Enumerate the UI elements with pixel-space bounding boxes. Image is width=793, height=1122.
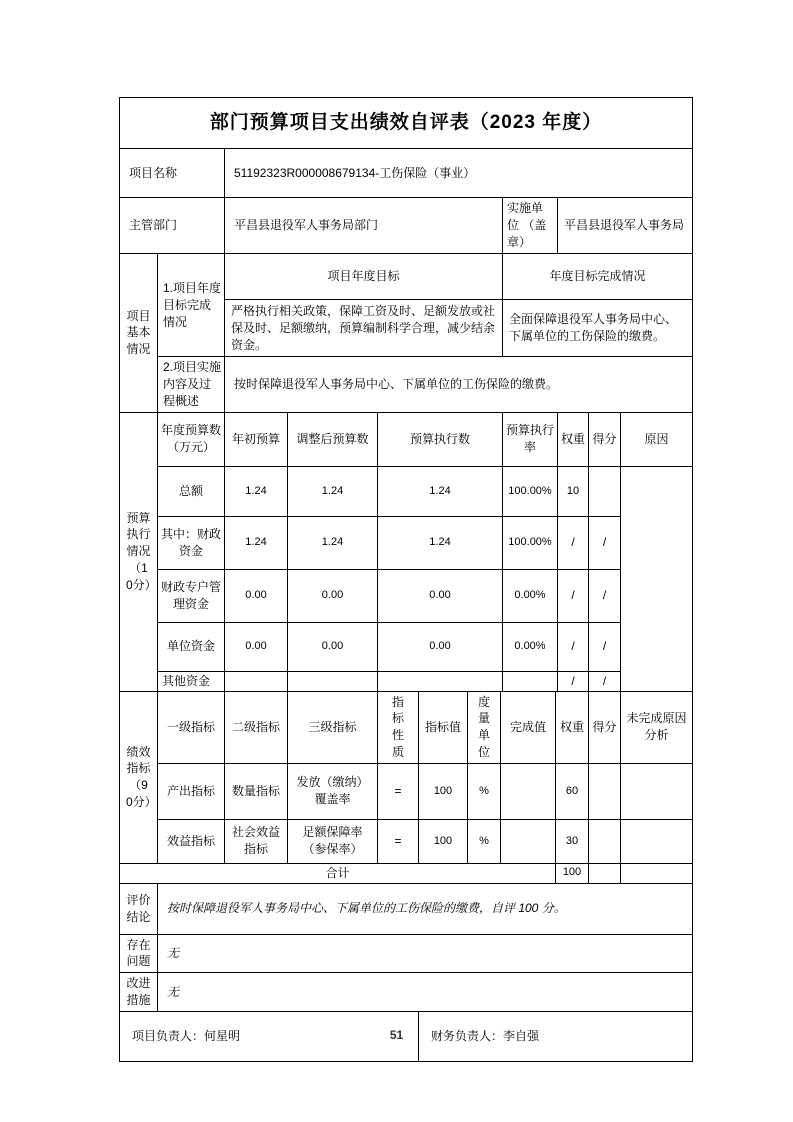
budget-cell: 0.00% bbox=[503, 569, 558, 622]
page-title: 部门预算项目支出绩效自评表（2023 年度） bbox=[120, 98, 693, 149]
budget-row-label: 总额 bbox=[158, 466, 225, 516]
indicators-table bbox=[119, 691, 693, 884]
indicator-cell bbox=[501, 819, 556, 863]
budget-cell: 1.24 bbox=[288, 466, 378, 516]
finance-manager: 财务负责人：李自强 bbox=[419, 1011, 693, 1061]
budget-cell: / bbox=[589, 569, 621, 622]
indicator-cell bbox=[501, 763, 556, 819]
title-row bbox=[120, 98, 693, 149]
indicator-cell: 社会效益指标 bbox=[225, 819, 288, 863]
total-weight: 100 bbox=[556, 863, 589, 883]
goal-completion-text: 全面保障退役军人事务局中心、下属单位的工伤保险的缴费。 bbox=[503, 300, 693, 357]
indicator-header-l3: 三级指标 bbox=[288, 691, 378, 763]
annual-goal-text: 严格执行相关政策，保障工资及时、足额发放或社保及时、足额缴纳，预算编制科学合理，减少结余资金。 bbox=[225, 300, 503, 357]
problems-text: 无 bbox=[158, 934, 693, 973]
indicator-header-score: 得分 bbox=[589, 691, 621, 763]
implementation-text: 按时保障退役军人事务局中心、下属单位的工伤保险的缴费。 bbox=[225, 357, 693, 412]
basic-row2-label: 2.项目实施内容及过程概述 bbox=[158, 357, 225, 412]
basic-row1-label: 1.项目年度目标完成情况 bbox=[158, 254, 225, 357]
basic-info-table bbox=[119, 253, 693, 413]
impl-unit-label: 实施单位 （盖章） bbox=[503, 198, 558, 254]
indicator-cell: = bbox=[378, 763, 419, 819]
annual-goal-header: 项目年度目标 bbox=[225, 254, 503, 300]
project-manager: 项目负责人：何星明 bbox=[120, 1011, 419, 1061]
impl-unit-value: 平昌县退役军人事务局 bbox=[558, 198, 693, 254]
budget-row-fiscal bbox=[120, 516, 693, 569]
header-table bbox=[119, 97, 693, 254]
basic-goal-header-row bbox=[120, 254, 693, 300]
indicator-header-value: 指标值 bbox=[419, 691, 468, 763]
budget-cell: 1.24 bbox=[378, 466, 503, 516]
indicators-header-row bbox=[120, 691, 693, 763]
indicator-header-unit: 度量单位 bbox=[468, 691, 501, 763]
problems-label: 存在问题 bbox=[120, 934, 158, 973]
budget-stub: 预算执行情况（10分） bbox=[120, 412, 158, 691]
indicator-cell bbox=[621, 763, 693, 819]
budget-cell: / bbox=[589, 671, 621, 691]
indicator-cell: 60 bbox=[556, 763, 589, 819]
indicator-cell: 足额保障率（参保率） bbox=[288, 819, 378, 863]
budget-cell bbox=[378, 671, 503, 691]
budget-cell: 0.00 bbox=[225, 622, 288, 671]
budget-row-label: 其他资金 bbox=[158, 671, 225, 691]
budget-header-row bbox=[120, 412, 693, 466]
budget-header-annual: 年度预算数（万元） bbox=[158, 412, 225, 466]
indicator-cell: 效益指标 bbox=[158, 819, 225, 863]
indicator-cell: 100 bbox=[419, 819, 468, 863]
self-evaluation-table bbox=[119, 97, 692, 1062]
indicator-header-l2: 二级指标 bbox=[225, 691, 288, 763]
dept-value: 平昌县退役军人事务局部门 bbox=[225, 198, 503, 254]
indicator-cell: % bbox=[468, 763, 501, 819]
indicators-stub: 绩效指标（90分） bbox=[120, 691, 158, 863]
budget-header-executed: 预算执行数 bbox=[378, 412, 503, 466]
improvements-text: 无 bbox=[158, 973, 693, 1012]
budget-row-unit-funds bbox=[120, 622, 693, 671]
budget-cell: 0.00% bbox=[503, 622, 558, 671]
indicator-cell bbox=[589, 763, 621, 819]
indicator-header-nature: 指标性质 bbox=[378, 691, 419, 763]
project-name-value: 51192323R000008679134-工伤保险（事业） bbox=[225, 149, 693, 198]
indicator-cell: 发放（缴纳）覆盖率 bbox=[288, 763, 378, 819]
budget-header-score: 得分 bbox=[589, 412, 621, 466]
department-row bbox=[120, 198, 693, 254]
indicator-header-reason: 未完成原因分析 bbox=[621, 691, 693, 763]
budget-header-rate: 预算执行率 bbox=[503, 412, 558, 466]
total-label: 合计 bbox=[120, 863, 556, 883]
budget-row-special-account bbox=[120, 569, 693, 622]
indicator-header-done: 完成值 bbox=[501, 691, 556, 763]
budget-cell: 1.24 bbox=[225, 466, 288, 516]
dept-label: 主管部门 bbox=[120, 198, 225, 254]
indicator-cell: 产出指标 bbox=[158, 763, 225, 819]
budget-cell: 0.00 bbox=[288, 622, 378, 671]
budget-row-total bbox=[120, 466, 693, 516]
budget-row-label: 财政专户管理资金 bbox=[158, 569, 225, 622]
indicator-header-weight: 权重 bbox=[556, 691, 589, 763]
indicator-cell bbox=[621, 819, 693, 863]
total-reason bbox=[621, 863, 693, 883]
goal-completion-header: 年度目标完成情况 bbox=[503, 254, 693, 300]
project-name-label: 项目名称 bbox=[120, 149, 225, 198]
budget-cell: 10 bbox=[558, 466, 589, 516]
indicator-cell: = bbox=[378, 819, 419, 863]
budget-header-initial: 年初预算 bbox=[225, 412, 288, 466]
budget-reason-cell bbox=[621, 466, 693, 691]
budget-cell: / bbox=[589, 516, 621, 569]
budget-cell: 100.00% bbox=[503, 466, 558, 516]
budget-cell: 1.24 bbox=[225, 516, 288, 569]
budget-cell bbox=[288, 671, 378, 691]
problems-row bbox=[120, 934, 693, 973]
indicators-total-row bbox=[120, 863, 693, 883]
budget-cell: / bbox=[589, 622, 621, 671]
budget-cell: / bbox=[558, 671, 589, 691]
indicator-header-l1: 一级指标 bbox=[158, 691, 225, 763]
budget-cell: / bbox=[558, 516, 589, 569]
budget-cell: 0.00 bbox=[225, 569, 288, 622]
improvements-label: 改进措施 bbox=[120, 973, 158, 1012]
budget-table bbox=[119, 412, 693, 692]
indicator-row-benefit bbox=[120, 819, 693, 863]
indicator-cell: 100 bbox=[419, 763, 468, 819]
conclusion-text: 按时保障退役军人事务局中心、下属单位的工伤保险的缴费，自评 100 分。 bbox=[158, 883, 693, 934]
indicator-cell: 数量指标 bbox=[225, 763, 288, 819]
budget-cell: 100.00% bbox=[503, 516, 558, 569]
budget-row-label: 其中：财政资金 bbox=[158, 516, 225, 569]
project-name-row bbox=[120, 149, 693, 198]
conclusion-row bbox=[120, 883, 693, 934]
budget-cell: / bbox=[558, 569, 589, 622]
indicator-cell: 30 bbox=[556, 819, 589, 863]
budget-row-label: 单位资金 bbox=[158, 622, 225, 671]
improvements-row bbox=[120, 973, 693, 1012]
summary-table bbox=[119, 883, 693, 1012]
indicator-cell: % bbox=[468, 819, 501, 863]
budget-header-weight: 权重 bbox=[558, 412, 589, 466]
total-score bbox=[589, 863, 621, 883]
budget-cell: 1.24 bbox=[378, 516, 503, 569]
budget-row-other-funds bbox=[120, 671, 693, 691]
budget-cell bbox=[503, 671, 558, 691]
budget-cell bbox=[589, 466, 621, 516]
conclusion-label: 评价结论 bbox=[120, 883, 158, 934]
budget-cell: / bbox=[558, 622, 589, 671]
page-number: 51 bbox=[389, 1028, 404, 1042]
budget-header-adjusted: 调整后预算数 bbox=[288, 412, 378, 466]
indicator-row-output bbox=[120, 763, 693, 819]
budget-cell bbox=[225, 671, 288, 691]
budget-cell: 0.00 bbox=[378, 569, 503, 622]
budget-cell: 1.24 bbox=[288, 516, 378, 569]
budget-cell: 0.00 bbox=[288, 569, 378, 622]
budget-header-reason: 原因 bbox=[621, 412, 693, 466]
budget-cell: 0.00 bbox=[378, 622, 503, 671]
basic-implementation-row bbox=[120, 357, 693, 412]
basic-stub: 项目基本情况 bbox=[120, 254, 158, 413]
indicator-cell bbox=[589, 819, 621, 863]
